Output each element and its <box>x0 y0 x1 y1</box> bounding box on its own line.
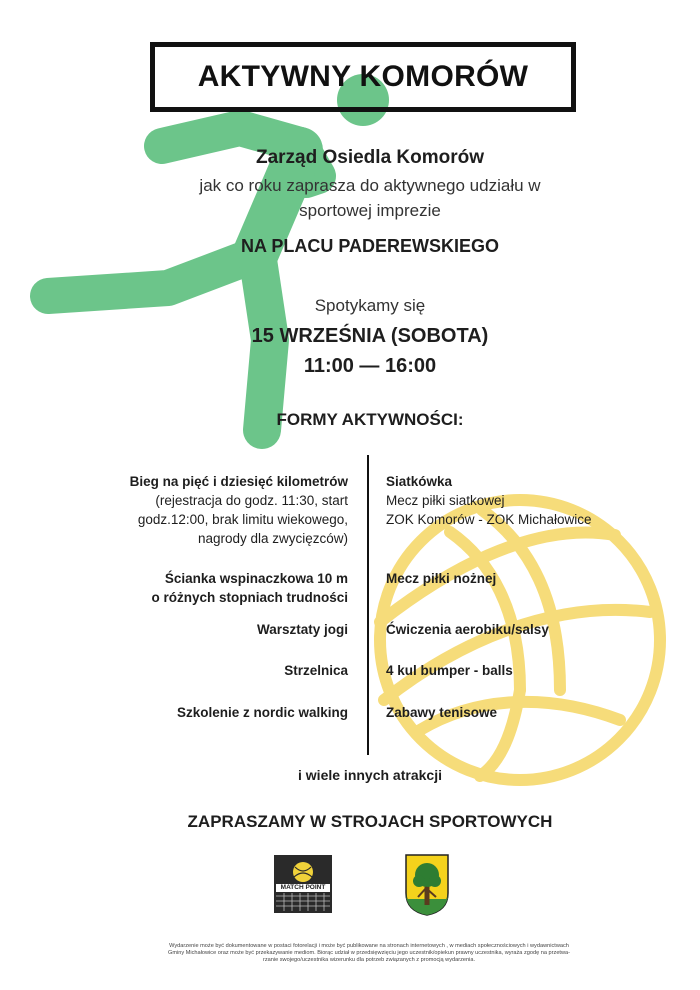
activity-shooting-label: Strzelnica <box>284 663 348 678</box>
activity-yoga-label: Warsztaty jogi <box>256 622 348 637</box>
invitation-line-2: sportowej imprezie <box>299 201 441 220</box>
invitation-line-1: jak co roku zaprasza do aktywnego udziału w <box>199 176 541 195</box>
activity-tennis <box>386 703 666 722</box>
activity-aerobic <box>386 620 666 639</box>
dress-code-invitation: ZAPRASZAMY W STROJACH SPORTOWYCH <box>187 812 553 831</box>
activity-bumper-balls <box>386 661 666 680</box>
event-date: 15 WRZEŚNIA (SOBOTA) <box>251 325 489 347</box>
activity-volleyball-detail-1: Mecz piłki siatkowej <box>386 493 505 508</box>
activity-volleyball <box>386 472 666 529</box>
activity-football <box>386 569 666 588</box>
column-divider <box>367 455 369 755</box>
activity-nordic-walking <box>88 703 348 722</box>
activity-volleyball-title: Siatkówka <box>386 474 453 489</box>
organizer: Zarząd Osiedla Komorów <box>255 147 485 168</box>
event-place: NA PLACU PADEREWSKIEGO <box>240 236 499 256</box>
activity-run-detail-3: nagrody dla zwycięzców) <box>197 531 348 546</box>
activity-tennis-label: Zabawy tenisowe <box>386 705 498 720</box>
footer-line-1: Wydarzenie może być dokumentowane w postaci fotorelacji i może być publikowane na stronach internetowych , w mediach społecznościowych i wydawnictwach <box>169 943 569 949</box>
activity-climbing-wall <box>88 569 348 607</box>
page-title: AKTYWNY KOMORÓW <box>197 60 529 93</box>
activity-run-detail-1: (rejestracja do godz. 11:30, start <box>155 493 348 508</box>
coat-of-arms <box>404 853 450 917</box>
activity-climbing-line-2: o różnych stopniach trudności <box>151 590 348 605</box>
activities-heading: FORMY AKTYWNOŚCI: <box>276 410 464 429</box>
activity-nordic-label: Szkolenie z nordic walking <box>176 705 348 720</box>
activity-run-title: Bieg na pięć i dziesięć kilometrów <box>129 474 348 489</box>
matchpoint-logo-text: MATCH POINT <box>280 884 326 891</box>
volleyball-icon <box>380 500 660 780</box>
matchpoint-logo <box>274 855 332 913</box>
activity-bumper-label: 4 kul bumper - balls <box>386 663 513 678</box>
activity-football-label: Mecz piłki nożnej <box>386 571 497 586</box>
activity-climbing-line-1: Ścianka wspinaczkowa 10 m <box>164 571 348 586</box>
activity-run-detail-2: godz.12:00, brak limitu wiekowego, <box>137 512 348 527</box>
event-time: 11:00 — 16:00 <box>303 355 437 377</box>
activity-volleyball-detail-2: ZOK Komorów - ZOK Michałowice <box>386 512 592 527</box>
footer-line-2: Gminy Michałowice oraz może być przekazywanie mediom. Biorąc udział w przedsięwzięciu jego uczestnik/opiekun prawny uczestnika, wyraża zgodę na przetwa- <box>168 950 570 956</box>
footer-line-3: rzanie swojego/uczestnika wizerunku dla potrzeb związanych z promocją wydarzenia. <box>262 957 476 963</box>
coat-of-arms-icon <box>404 853 450 917</box>
meeting-label: Spotykamy się <box>314 296 426 315</box>
more-attractions: i wiele innych atrakcji <box>298 767 442 783</box>
legal-footer <box>130 943 608 964</box>
activity-yoga <box>88 620 348 639</box>
activity-aerobic-label: Ćwiczenia aerobiku/salsy <box>386 622 549 637</box>
title-box <box>150 42 576 112</box>
activity-run <box>88 472 348 548</box>
activity-shooting <box>88 661 348 680</box>
